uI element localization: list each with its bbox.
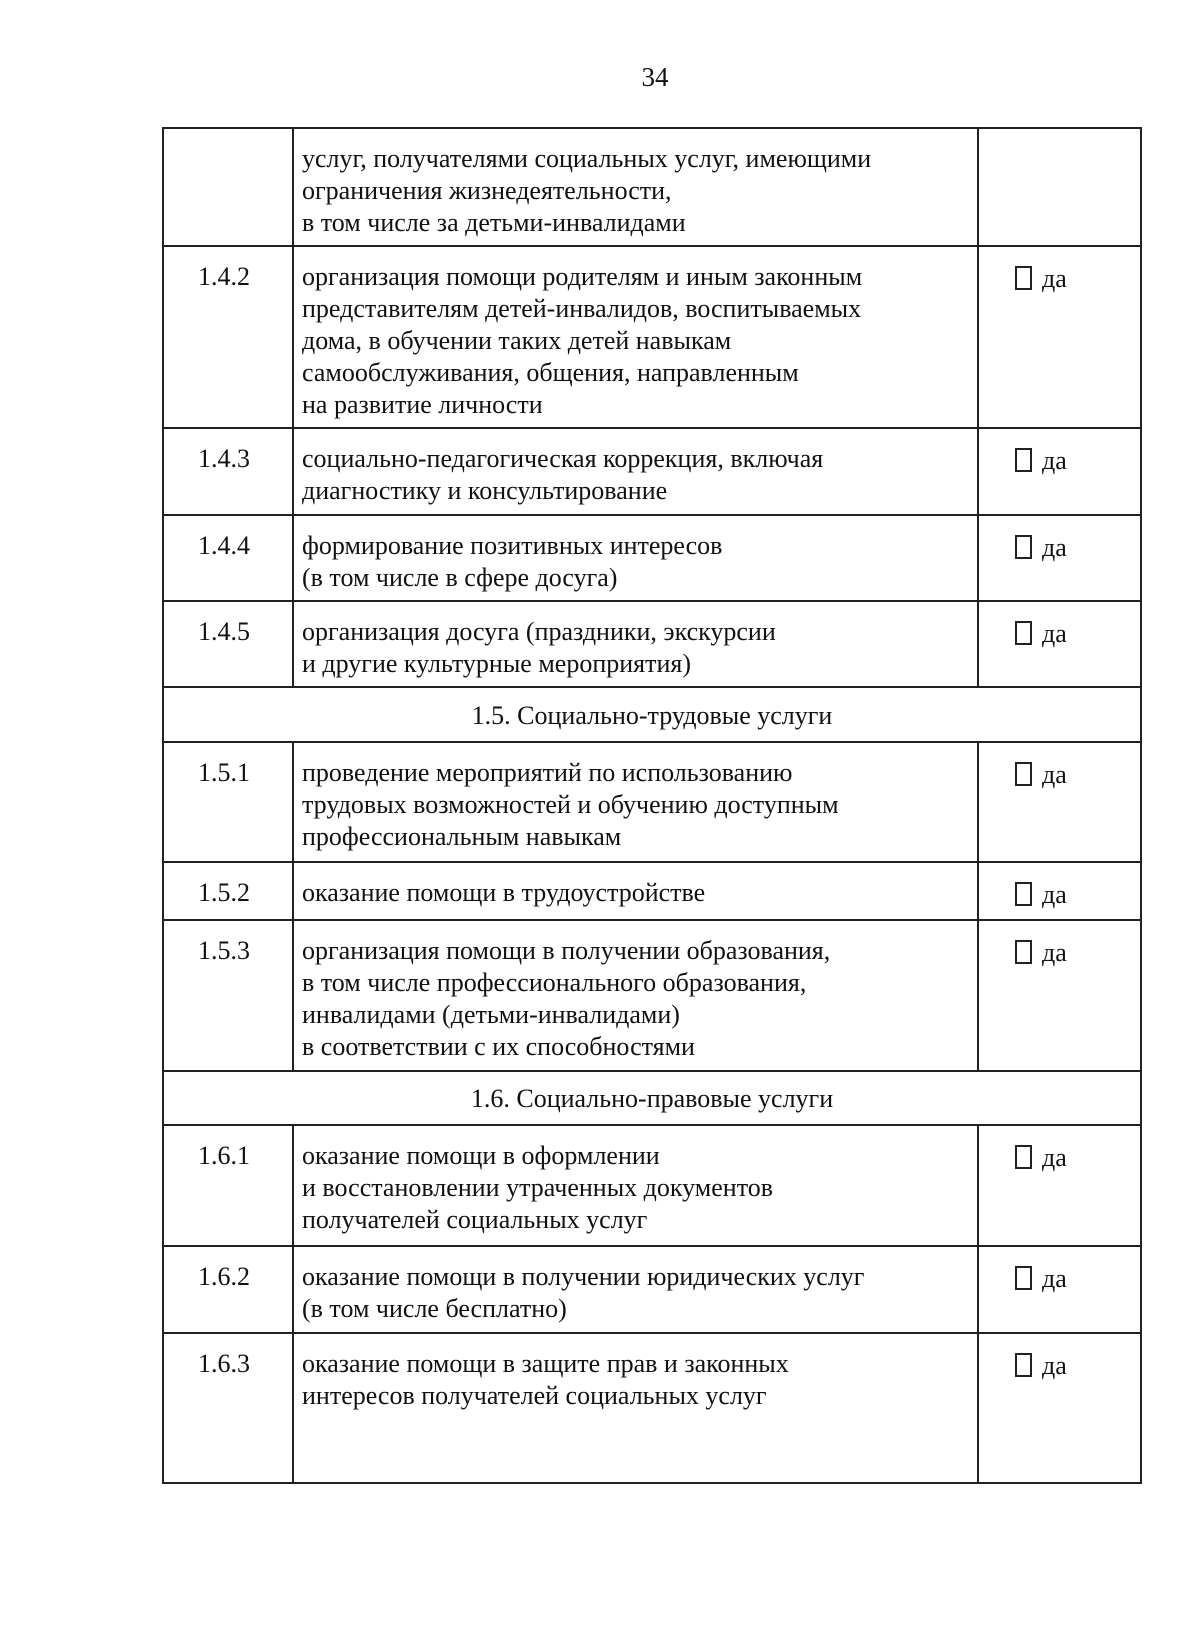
yes-option[interactable] (978, 1125, 1141, 1246)
checkbox-icon[interactable] (1015, 621, 1032, 645)
service-description: формирование позитивных интересов (в том числе в сфере досуга) (293, 515, 978, 601)
checkbox-icon[interactable] (1015, 535, 1032, 559)
checkbox-icon[interactable] (1015, 1266, 1032, 1290)
service-description: социально-педагогическая коррекция, включая диагностику и консультирование (293, 428, 978, 515)
yes-option[interactable] (978, 428, 1141, 515)
yes-label: да (1042, 264, 1067, 293)
table-row (163, 920, 1141, 1071)
row-number: 1.6.1 (163, 1125, 293, 1246)
service-description: оказание помощи в трудоустройстве (293, 862, 978, 920)
table-row (163, 742, 1141, 862)
yes-label: да (1042, 760, 1067, 789)
empty-cell (978, 128, 1141, 246)
yes-option[interactable] (978, 920, 1141, 1071)
service-description: оказание помощи в защите прав и законных интересов получателей социальных услуг (293, 1333, 978, 1483)
yes-option[interactable] (978, 515, 1141, 601)
checkbox-icon[interactable] (1015, 266, 1032, 290)
row-number: 1.4.5 (163, 601, 293, 687)
checkbox-icon[interactable] (1015, 448, 1032, 472)
yes-label: да (1042, 1264, 1067, 1293)
yes-label: да (1042, 880, 1067, 909)
table-row (163, 1125, 1141, 1246)
yes-label: да (1042, 619, 1067, 648)
table-row (163, 128, 1141, 246)
service-description: услуг, получателями социальных услуг, имеющими ограничения жизнедеятельности, в том числе за детьми-инвалидами (293, 128, 978, 246)
yes-label: да (1042, 938, 1067, 967)
yes-option[interactable] (978, 1333, 1141, 1483)
row-number (163, 128, 293, 246)
yes-option[interactable] (978, 1246, 1141, 1333)
table-row (163, 1333, 1141, 1483)
table-row (163, 246, 1141, 428)
row-number: 1.4.2 (163, 246, 293, 428)
yes-option[interactable] (978, 601, 1141, 687)
row-number: 1.6.2 (163, 1246, 293, 1333)
table-row (163, 1246, 1141, 1333)
service-description: организация помощи в получении образования, в том числе профессионального образования, инвалидами (детьми-инвалидами) в соответствии с их способностями (293, 920, 978, 1071)
row-number: 1.5.1 (163, 742, 293, 862)
service-description: организация досуга (праздники, экскурсии и другие культурные мероприятия) (293, 601, 978, 687)
services-table (162, 127, 1142, 1484)
checkbox-icon[interactable] (1015, 940, 1032, 964)
row-number: 1.4.4 (163, 515, 293, 601)
yes-label: да (1042, 446, 1067, 475)
row-number: 1.5.3 (163, 920, 293, 1071)
service-description: оказание помощи в получении юридических услуг (в том числе бесплатно) (293, 1246, 978, 1333)
service-description: организация помощи родителям и иным законным представителям детей-инвалидов, воспитываемых дома, в обучении таких детей навыкам самообслуживания, общения, направленным на развитие личности (293, 246, 978, 428)
yes-option[interactable] (978, 862, 1141, 920)
table-row (163, 601, 1141, 687)
service-description: оказание помощи в оформлении и восстановлении утраченных документов получателей социальных услуг (293, 1125, 978, 1246)
yes-option[interactable] (978, 742, 1141, 862)
row-number: 1.5.2 (163, 862, 293, 920)
section-header (163, 687, 1141, 742)
row-number: 1.6.3 (163, 1333, 293, 1483)
checkbox-icon[interactable] (1015, 1145, 1032, 1169)
row-number: 1.4.3 (163, 428, 293, 515)
table-row (163, 862, 1141, 920)
yes-label: да (1042, 1143, 1067, 1172)
page-number: 34 (641, 62, 669, 92)
yes-option[interactable] (978, 246, 1141, 428)
service-description: проведение мероприятий по использованию трудовых возможностей и обучению доступным профессиональным навыкам (293, 742, 978, 862)
section-title: 1.6. Социально-правовые услуги (163, 1071, 1141, 1125)
section-title: 1.5. Социально-трудовые услуги (163, 687, 1141, 742)
table-row (163, 515, 1141, 601)
section-header (163, 1071, 1141, 1125)
checkbox-icon[interactable] (1015, 762, 1032, 786)
yes-label: да (1042, 1351, 1067, 1380)
checkbox-icon[interactable] (1015, 1353, 1032, 1377)
table-row (163, 428, 1141, 515)
yes-label: да (1042, 533, 1067, 562)
checkbox-icon[interactable] (1015, 882, 1032, 906)
